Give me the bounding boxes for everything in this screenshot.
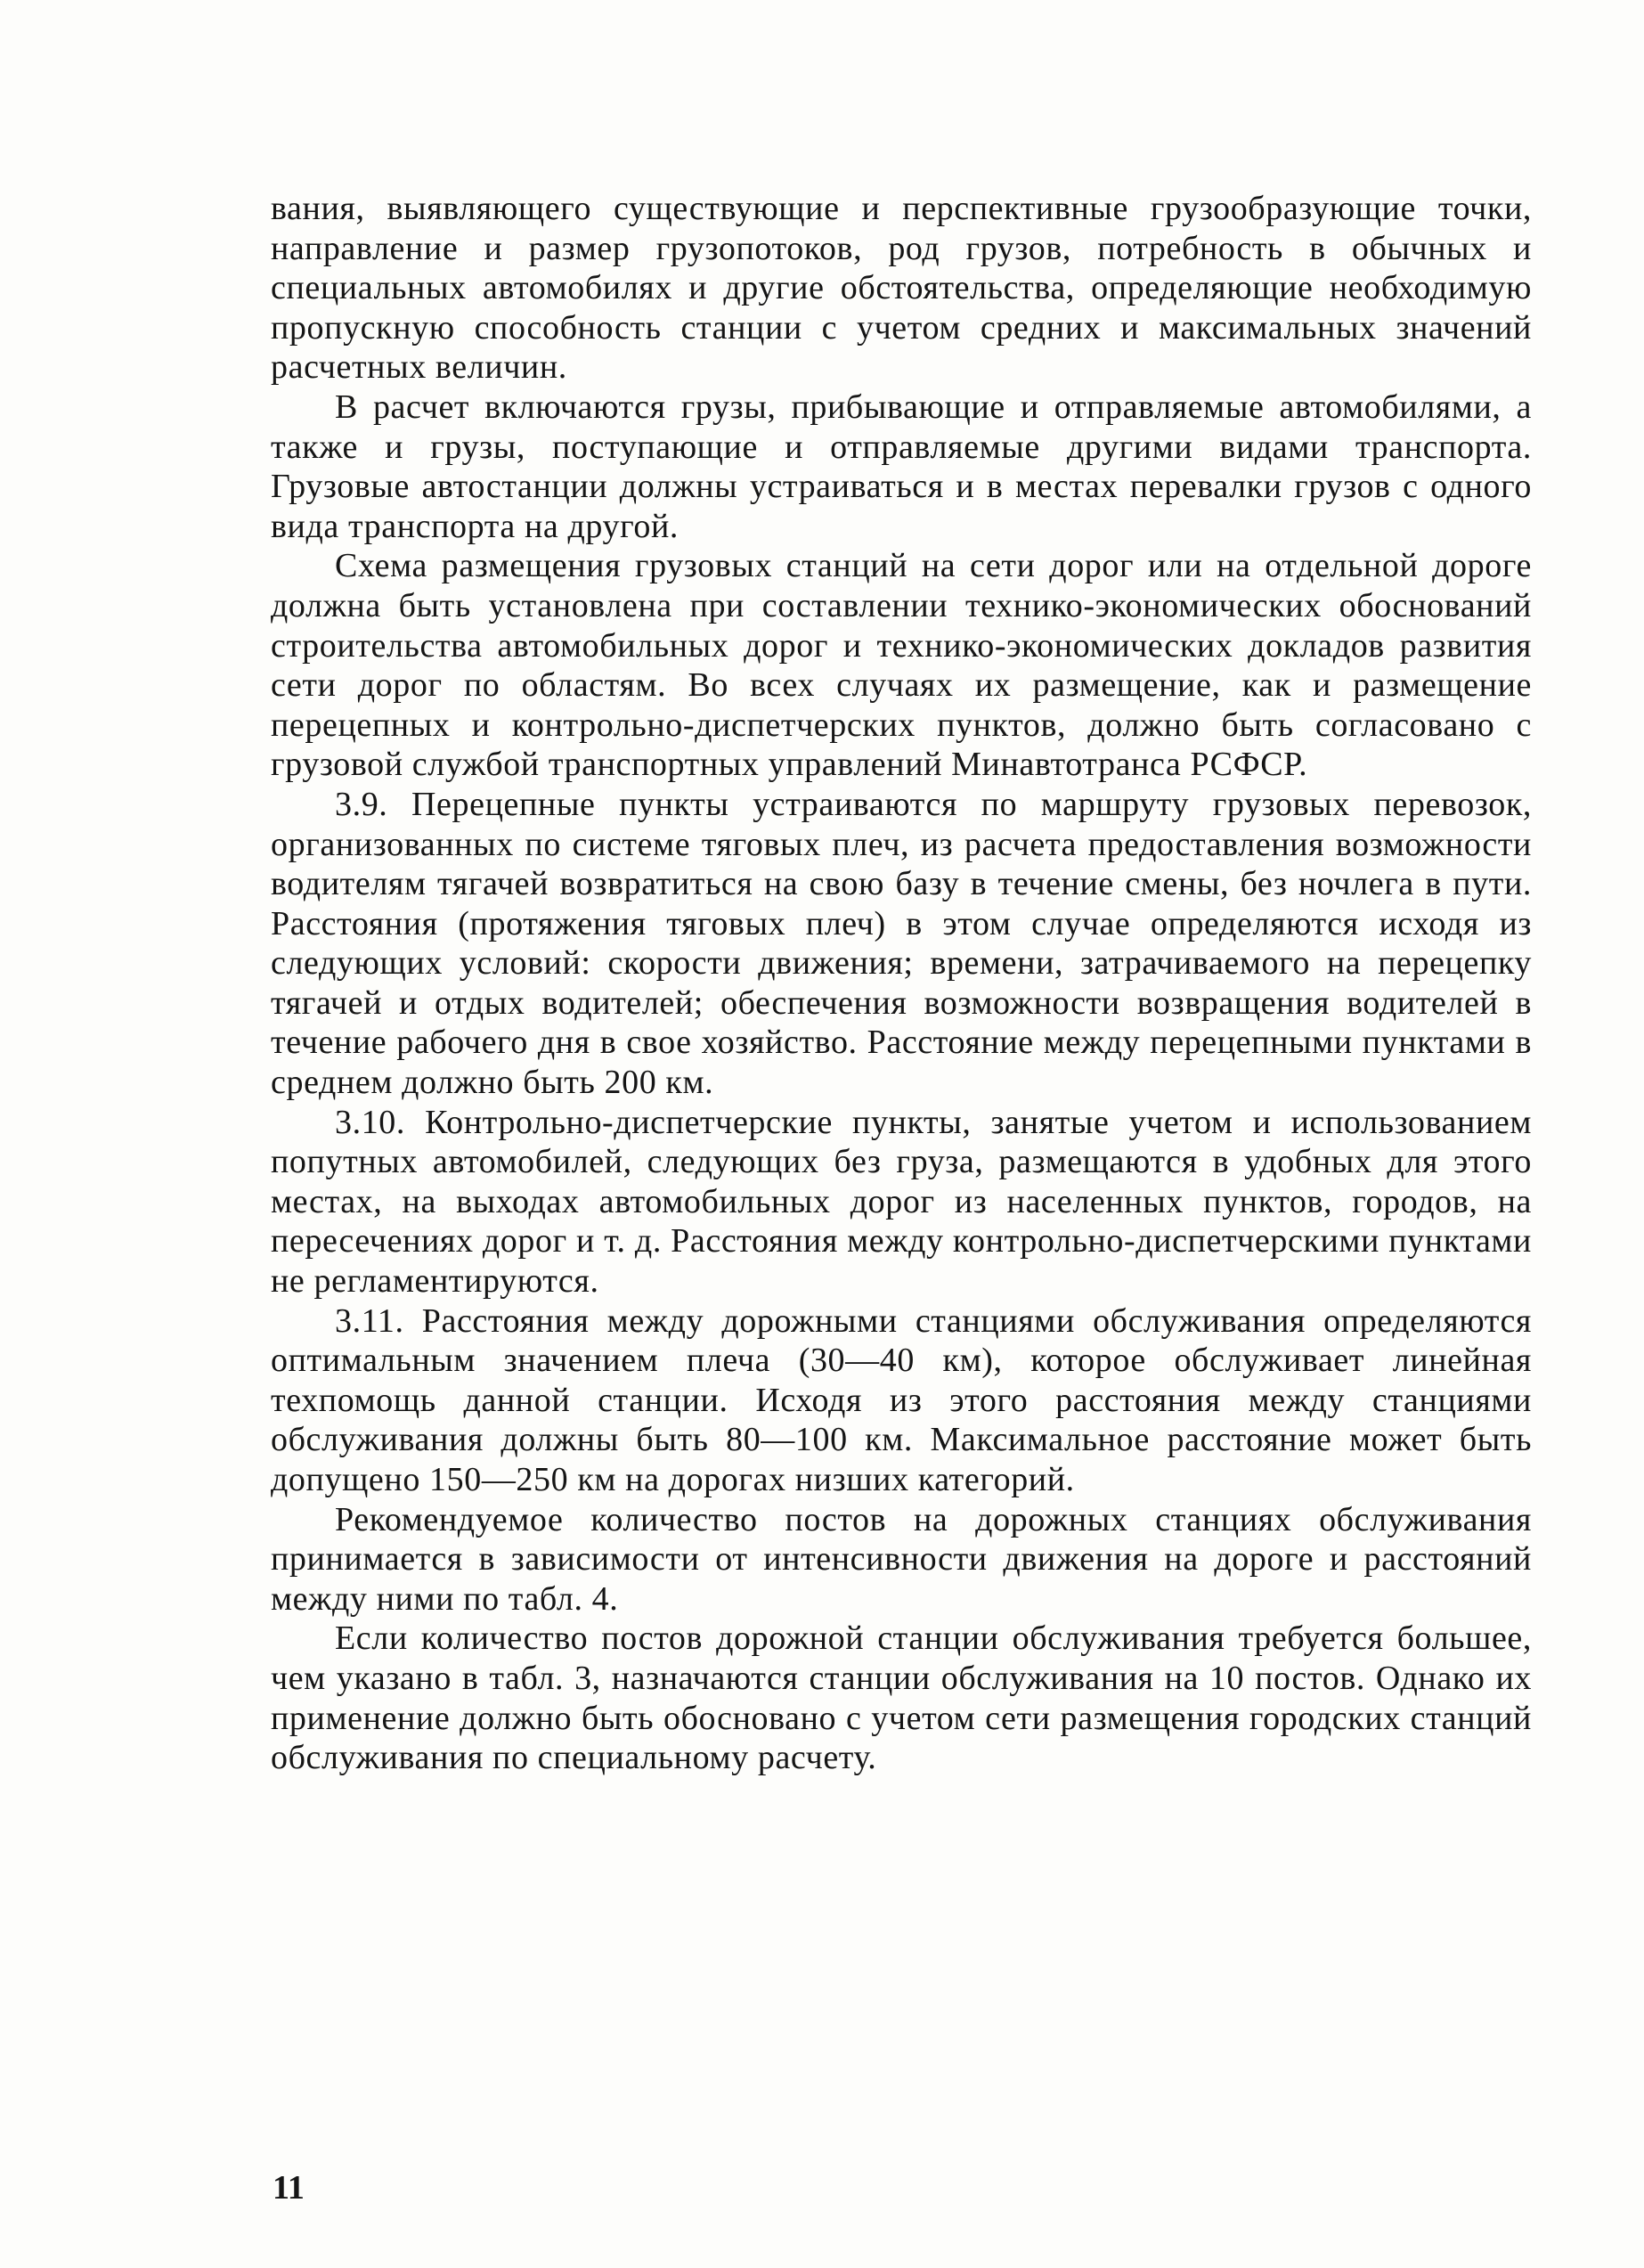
paragraph-additional-posts: Если количество постов дорожной станции обслуживания требуется большее, чем указано в табл. 3, назначаются станции обслуживания на 10 постов. Однако их применение должно быть обосновано с учетом сети размещения городских станций обслуживания по специальному расчету.	[271, 1619, 1532, 1777]
page-number: 11	[273, 2169, 305, 2207]
paragraph-3-9-recoupling-points: 3.9. Перецепные пункты устраиваются по маршруту грузовых перевозок, организованных по системе тяговых плеч, из расчета предоставления возможности водителям тягачей возвратиться на свою базу в течение смены, без ночлега в пути. Расстояния (протяжения тяговых плеч) в этом случае определяются исходя из следующих условий: скорости движения; времени, затрачиваемого на перецепку тягачей и отдых водителей; обеспечения возможности возвращения водителей в течение рабочего дня в свое хозяйство. Расстояние между перецепными пунктами в среднем должно быть 200 км.	[271, 785, 1532, 1102]
paragraph-3-11-service-stations: 3.11. Расстояния между дорожными станциями обслуживания определяются оптимальным значением плеча (30—40 км), которое обслуживает линейная техпомощь данной станции. Исходя из этого расстояния между станциями обслуживания должны быть 80—100 км. Максимальное расстояние может быть допущено 150—250 км на дорогах низших категорий.	[271, 1301, 1532, 1498]
paragraph-continuation: вания, выявляющего существующие и перспективные грузообразующие точки, направление и размер грузопотоков, род грузов, потребность в обычных и специальных автомобилях и другие обстоятельства, определяющие необходимую пропускную способность станции с учетом средних и максимальных значений расчетных величин.	[271, 190, 1532, 387]
paragraph-cargo-calculation: В расчет включаются грузы, прибывающие и отправляемые автомобилями, а также и грузы, поступающие и отправляемые другими видами транспорта. Грузовые автостанции должны устраиваться и в местах перевалки грузов с одного вида транспорта на другой.	[271, 388, 1532, 545]
paragraph-station-scheme: Схема размещения грузовых станций на сети дорог или на отдельной дороге должна быть установлена при составлении технико-экономических обоснований строительства автомобильных дорог и технико-экономических докладов развития сети дорог по областям. Во всех случаях их размещение, как и размещение перецепных и контрольно-диспетчерских пунктов, должно быть согласовано с грузовой службой транспортных управлений Минавтотранса РСФСР.	[271, 547, 1532, 784]
paragraph-3-10-dispatch-points: 3.10. Контрольно-диспетчерские пункты, занятые учетом и использованием попутных автомобилей, следующих без груза, размещаются в удобных для этого местах, на выходах автомобильных дорог из населенных пунктов, городов, на пересечениях дорог и т. д. Расстояния между контрольно-диспетчерскими пунктами не регламентируются.	[271, 1103, 1532, 1301]
paragraph-recommended-posts: Рекомендуемое количество постов на дорожных станциях обслуживания принимается в зависимости от интенсивности движения на дороге и расстояний между ними по табл. 4.	[271, 1500, 1532, 1618]
body-text	[271, 189, 1532, 1778]
